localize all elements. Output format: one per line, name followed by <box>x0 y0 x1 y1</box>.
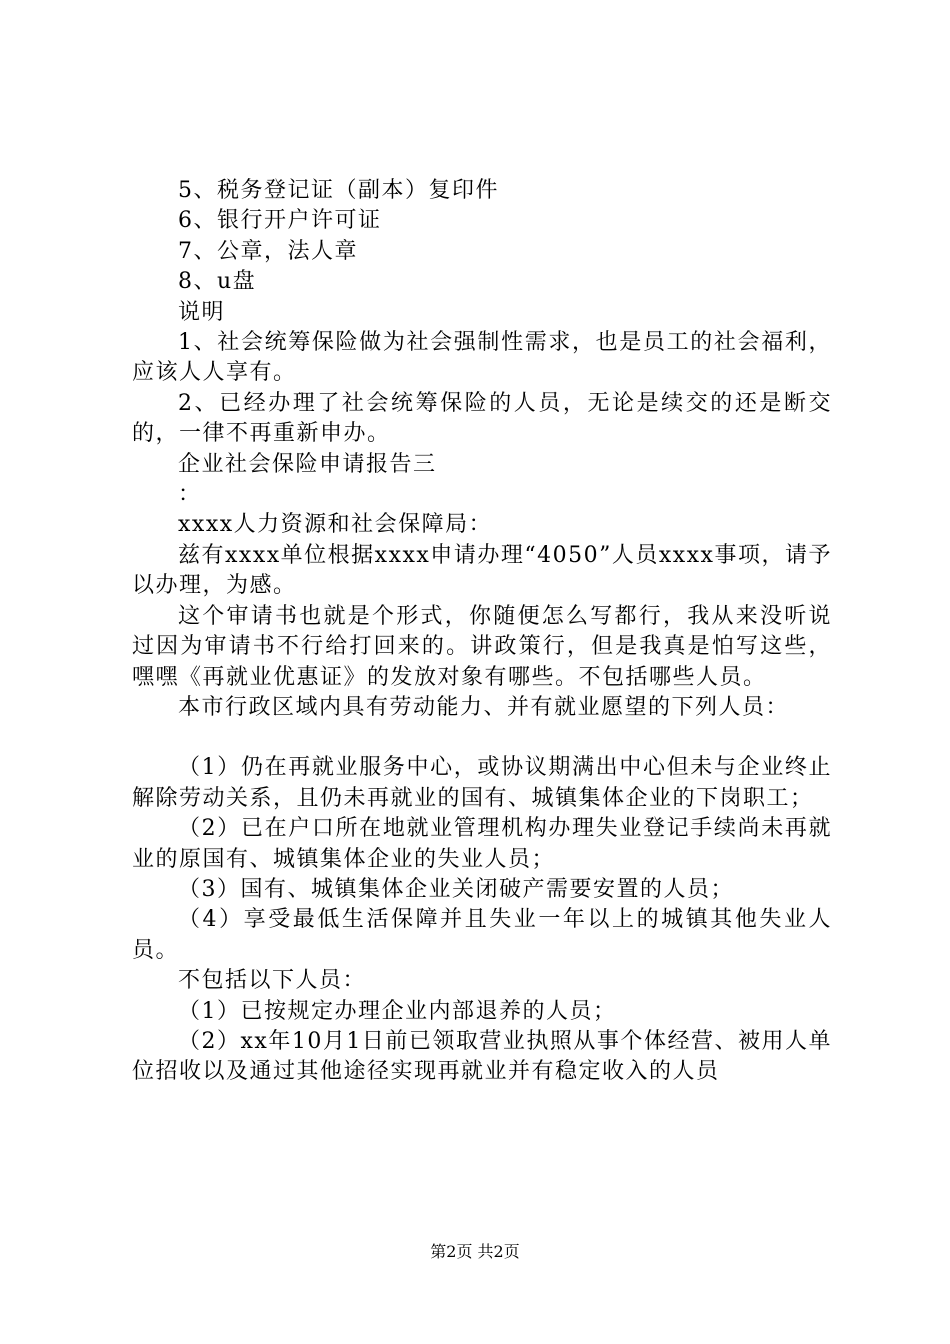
document-body <box>132 176 832 1088</box>
page-footer: 第2页 共2页 <box>430 1242 520 1261</box>
excluded-intro: 不包括以下人员： <box>178 968 367 994</box>
eligible-item-3: （3）国有、城镇集体企业关闭破产需要安置的人员； <box>178 876 734 902</box>
section-title-report-3: 企业社会保险申请报告三 <box>178 451 437 477</box>
list-item-seals: 7、公章，法人章 <box>178 238 358 264</box>
eligible-item-2: （2）已在户口所在地就业管理机构办理失业登记手续尚未再就业的原国有、城镇集体企业的失业人员； <box>132 816 832 872</box>
excluded-item-2: （2）xx年10月1日前已领取营业执照从事个体经营、被用人单位招收以及通过其他途径实现再就业并有稳定收入的人员 <box>132 1028 832 1085</box>
excluded-item-1: （1）已按规定办理企业内部退养的人员； <box>178 998 617 1024</box>
addressee-line: xxxx人力资源和社会保障局： <box>178 512 493 538</box>
eligible-item-4: （4）享受最低生活保障并且失业一年以上的城镇其他失业人员。 <box>132 907 832 963</box>
list-item-tax-registration: 5、税务登记证（副本）复印件 <box>178 178 499 203</box>
colon-line: ： <box>178 482 202 508</box>
list-item-usb: 8、u盘 <box>178 269 257 295</box>
eligible-item-1: （1）仍在再就业服务中心，或协议期满出中心但未与企业终止解除劳动关系，且仍未再就业的国有、城镇集体企业的下岗职工； <box>132 755 832 811</box>
section-heading-notes: 说明 <box>178 299 226 325</box>
note-paragraph-2: 2、已经办理了社会统筹保险的人员，无论是续交的还是断交的，一律不再重新申办。 <box>132 390 832 447</box>
commentary-paragraph: 这个审请书也就是个形式，你随便怎么写都行，我从来没听说过因为审请书不行给打回来的。讲政策行，但是我真是怕写这些，嘿嘿《再就业优惠证》的发放对象有哪些。不包括哪些人员。 <box>132 603 832 690</box>
list-item-bank-permit: 6、银行开户许可证 <box>178 208 382 234</box>
eligible-intro: 本市行政区域内具有劳动能力、并有就业愿望的下列人员： <box>178 694 790 720</box>
note-paragraph-1: 1、社会统筹保险做为社会强制性需求，也是员工的社会福利，应该人人享有。 <box>132 330 832 386</box>
request-paragraph: 兹有xxxx单位根据xxxx申请办理“4050”人员xxxx事项，请予以办理，为感。 <box>132 542 832 599</box>
